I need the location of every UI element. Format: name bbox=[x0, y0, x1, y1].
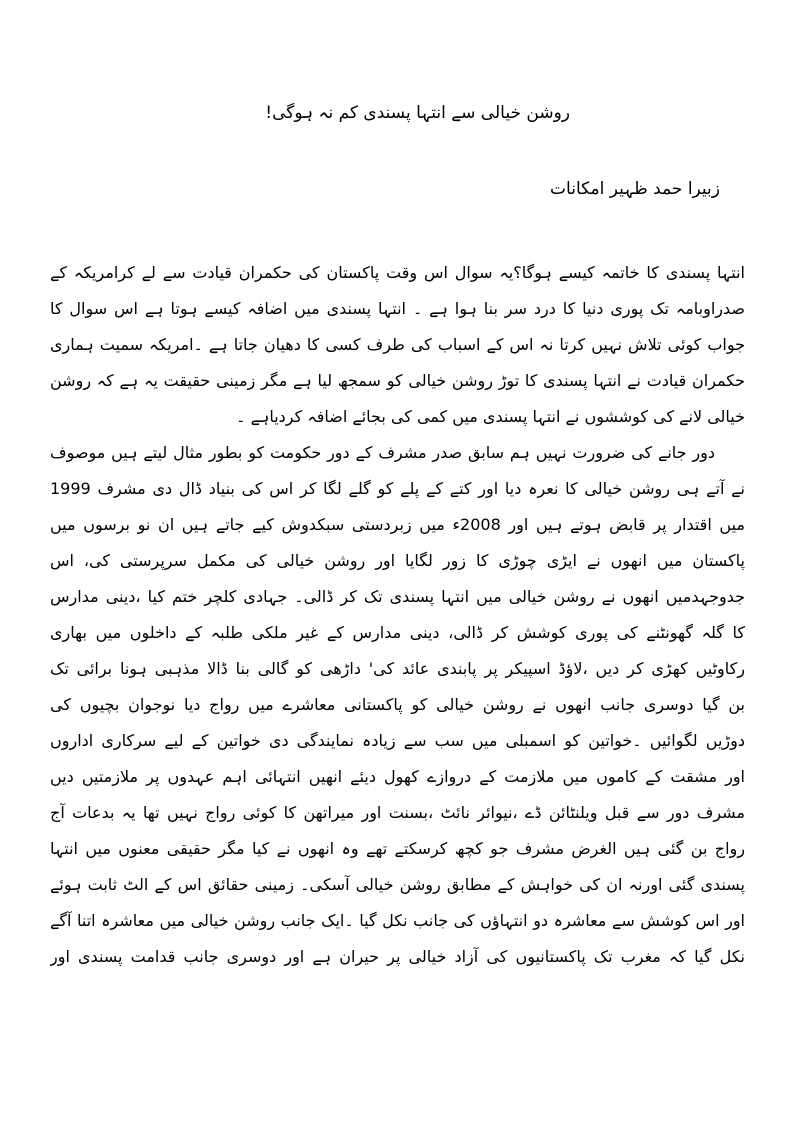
body-line: جدوجہدمیں انھوں نے روشن خیالی میں انتہا پسندی تک کر ڈالی۔ جہادی کلچر ختم کیا ،دینی مدارس bbox=[50, 587, 745, 606]
body-line: پسندی گئی اورنہ ان کی خواہش کے مطابق روشن خیالی آسکی۔ زمینی حقائق اس کے الٹ ثابت ہوئے bbox=[50, 875, 745, 894]
article-title: روشن خیالی سے انتہا پسندی کم نہ ہوگی! bbox=[265, 103, 570, 123]
body-line: میں اقتدار پر قابض ہوتے ہیں اور 2008ء میں زبردستی سبکدوش کیے جاتے ہیں ان نو برسوں میں bbox=[50, 515, 745, 534]
article-body bbox=[50, 255, 745, 975]
body-line: صدراوبامہ تک پوری دنیا کا درد سر بنا ہوا ہے ۔ انتہا پسندی میں اضافہ کیسے ہوتا ہے اس سوال کا bbox=[50, 299, 745, 318]
body-line: دور جانے کی ضرورت نہیں ہم سابق صدر مشرف کے دور حکومت کو بطور مثال لیتے ہیں موصوف bbox=[50, 443, 715, 462]
body-line: انتہا پسندی کا خاتمہ کیسے ہوگا؟یہ سوال اس وقت پاکستان کی حکمران قیادت سے لے کرامریکہ کے bbox=[50, 263, 745, 282]
body-line: مشرف دور سے قبل ویلنٹائن ڈے ،نیوائر نائٹ ،بسنت اور میراتھن کا کوئی رواج نہیں تھا یہ بدعات آج bbox=[50, 803, 745, 822]
body-line: حکمران قیادت نے انتہا پسندی کا توڑ روشن خیالی کو سمجھ لیا ہے مگر زمینی حقیقت یہ ہے کہ روشن bbox=[50, 371, 745, 390]
body-line: نے آتے ہی روشن خیالی کا نعرہ دیا اور کتے کے پلے کو گلے لگا کر اس کی بنیاد ڈال دی مشرف 1999 bbox=[50, 479, 745, 498]
body-line: دوڑیں لگوائیں ۔خواتین کو اسمبلی میں سب سے زیادہ نمایندگی دی خواتین کے لیے سرکاری اداروں bbox=[50, 731, 745, 750]
body-line: پاکستان میں انھوں نے ایڑی چوڑی کا زور لگایا اور روشن خیالی کی مکمل سرپرستی کی، اس bbox=[50, 551, 745, 570]
body-line: جواب کوئی تلاش نہیں کرتا نہ اس کے اسباب کی طرف کسی کا دھیان جاتا ہے ۔امریکہ سمیت ہماری bbox=[50, 335, 745, 354]
body-line: اور اس کوشش سے معاشرہ دو انتہاؤں کی جانب نکل گیا ۔ایک جانب روشن خیالی میں معاشرہ اتنا آگے bbox=[50, 911, 745, 930]
body-line: بن گیا دوسری جانب انھوں نے روشن خیالی کو پاکستانی معاشرے میں رواج دیا نوجوان بچیوں کی bbox=[50, 695, 745, 714]
body-line: رواج بن گئی ہیں الغرض مشرف جو کچھ کرسکتے تھے وہ انھوں نے کیا مگر حقیقی معنوں میں انتہا bbox=[50, 839, 745, 858]
author-byline: زبیرا حمد ظہیر امکانات bbox=[550, 179, 720, 199]
body-line: نکل گیا کہ مغرب تک پاکستانیوں کی آزاد خیالی پر حیران ہے اور دوسری جانب قدامت پسندی اور bbox=[50, 947, 745, 966]
body-line: رکاوٹیں کھڑی کر دیں ،لاؤڈ اسپیکر پر پابندی عائد کی' داڑھی کو گالی بنا ڈالا مذہبی ہونا برائی تک bbox=[50, 659, 745, 678]
body-line: خیالی لانے کی کوششوں نے انتہا پسندی میں کمی کی بجائے اضافہ کردیاہے ۔ bbox=[236, 407, 745, 426]
body-line: کا گلہ گھونٹنے کی پوری کوشش کر ڈالی، دینی مدارس کے غیر ملکی طلبہ کے داخلوں میں بھاری bbox=[50, 623, 745, 642]
body-line: اور مشقت کے کاموں میں ملازمت کے دروازے کھول دیئے انھیں انتہائی اہم عہدوں پر ملازمتیں دیں bbox=[50, 767, 745, 786]
